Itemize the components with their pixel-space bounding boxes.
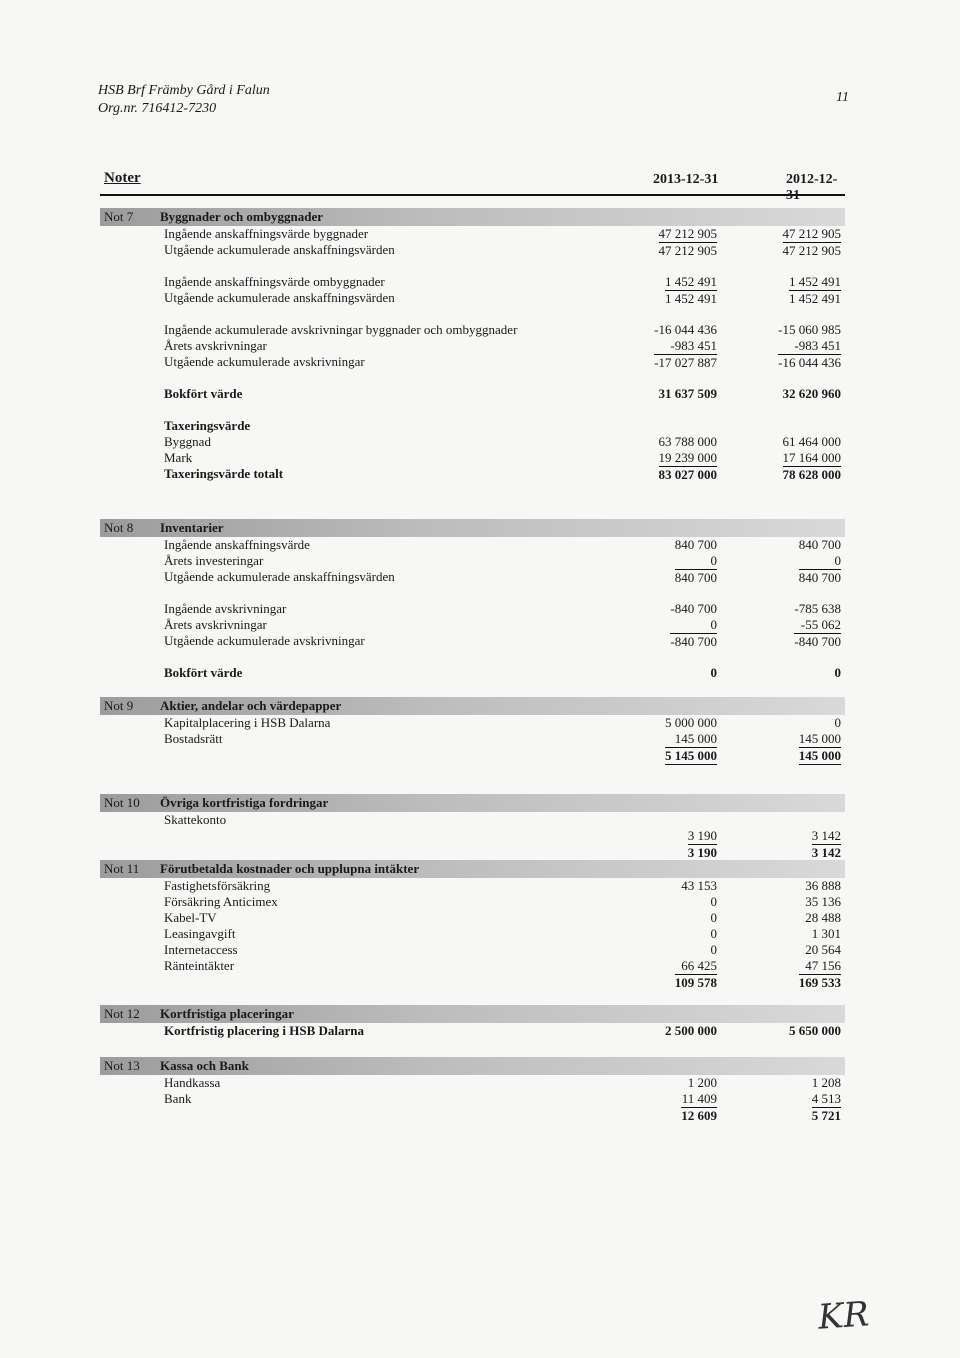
note-row bbox=[100, 1091, 845, 1107]
note-row bbox=[100, 242, 845, 258]
row-spacer bbox=[100, 585, 845, 601]
note-section bbox=[100, 794, 845, 860]
row-label: Handkassa bbox=[164, 1075, 221, 1090]
note-title: Aktier, andelar och värdepapper bbox=[160, 698, 342, 713]
note-header bbox=[100, 697, 845, 715]
value-2012: -983 451 bbox=[794, 338, 841, 353]
note-number: Not 10 bbox=[104, 795, 140, 810]
value-2013: -983 451 bbox=[670, 338, 717, 353]
note-row bbox=[100, 747, 845, 763]
note-row bbox=[100, 1075, 845, 1091]
note-row bbox=[100, 466, 845, 482]
value-2012: 47 212 905 bbox=[782, 243, 841, 258]
note-row bbox=[100, 828, 845, 844]
value-2012: 47 212 905 bbox=[782, 226, 841, 241]
row-spacer bbox=[100, 402, 845, 418]
note-section bbox=[100, 860, 845, 990]
value-2013: 31 637 509 bbox=[658, 386, 717, 401]
notes-header-bar bbox=[100, 170, 845, 203]
value-2013: 1 452 491 bbox=[665, 291, 717, 306]
note-row bbox=[100, 910, 845, 926]
note-section bbox=[100, 1005, 845, 1039]
value-2012: -16 044 436 bbox=[778, 355, 841, 370]
value-2012: 1 452 491 bbox=[789, 274, 841, 289]
note-row bbox=[100, 354, 845, 370]
value-2013: -16 044 436 bbox=[654, 322, 717, 337]
row-label: Årets avskrivningar bbox=[164, 617, 267, 632]
value-2013: 0 bbox=[710, 910, 717, 925]
note-number: Not 8 bbox=[104, 520, 134, 535]
value-2012: 5 721 bbox=[811, 1108, 841, 1123]
organization-number: Org.nr. 716412-7230 bbox=[98, 101, 217, 116]
value-2012: 0 bbox=[834, 665, 841, 680]
note-number: Not 12 bbox=[104, 1006, 140, 1021]
value-2013: 47 212 905 bbox=[658, 243, 717, 258]
row-label: Ingående ackumulerade avskrivningar byggnader och ombyggnader bbox=[164, 322, 518, 337]
value-2012: 32 620 960 bbox=[782, 386, 841, 401]
note-row bbox=[100, 878, 845, 894]
value-2012: 61 464 000 bbox=[782, 434, 841, 449]
note-number: Not 11 bbox=[104, 861, 140, 876]
note-row bbox=[100, 322, 845, 338]
note-section bbox=[100, 697, 845, 763]
page-number: 11 bbox=[836, 90, 849, 105]
note-title: Byggnader och ombyggnader bbox=[160, 209, 323, 224]
row-label: Ingående anskaffningsvärde ombyggnader bbox=[164, 274, 385, 289]
row-label: Leasingavgift bbox=[164, 926, 236, 941]
value-2012: 145 000 bbox=[798, 748, 841, 763]
note-title: Övriga kortfristiga fordringar bbox=[160, 795, 329, 810]
column-header-2012: 2012-12-31 bbox=[786, 172, 838, 203]
value-2012: 3 142 bbox=[811, 845, 841, 860]
value-2013: 1 200 bbox=[687, 1075, 717, 1090]
value-2012: 36 888 bbox=[805, 878, 841, 893]
row-label: Utgående ackumulerade avskrivningar bbox=[164, 354, 365, 369]
note-row bbox=[100, 633, 845, 649]
row-label: Byggnad bbox=[164, 434, 211, 449]
note-row bbox=[100, 894, 845, 910]
row-label: Årets investeringar bbox=[164, 553, 264, 568]
value-2012: 17 164 000 bbox=[782, 450, 841, 465]
value-2012: 145 000 bbox=[798, 731, 841, 746]
note-row bbox=[100, 974, 845, 990]
note-row bbox=[100, 569, 845, 585]
row-label: Kabel-TV bbox=[164, 910, 217, 925]
note-row bbox=[100, 537, 845, 553]
value-2013: 840 700 bbox=[674, 570, 717, 585]
value-2012: 169 533 bbox=[798, 975, 841, 990]
note-row bbox=[100, 715, 845, 731]
value-2012: 840 700 bbox=[798, 537, 841, 552]
row-label: Mark bbox=[164, 450, 193, 465]
note-row bbox=[100, 386, 845, 402]
row-label: Bokfört värde bbox=[164, 665, 243, 680]
column-header-2013: 2013-12-31 bbox=[653, 172, 719, 187]
value-2012: 5 650 000 bbox=[789, 1023, 841, 1038]
note-row bbox=[100, 274, 845, 290]
note-number: Not 13 bbox=[104, 1058, 140, 1073]
note-row bbox=[100, 450, 845, 466]
row-label: Ingående avskrivningar bbox=[164, 601, 287, 616]
note-number: Not 9 bbox=[104, 698, 134, 713]
note-row bbox=[100, 958, 845, 974]
value-2013: 66 425 bbox=[681, 958, 717, 973]
value-2012: 78 628 000 bbox=[782, 467, 841, 482]
note-row bbox=[100, 434, 845, 450]
row-label: Bank bbox=[164, 1091, 192, 1106]
row-label: Bostadsrätt bbox=[164, 731, 223, 746]
note-row bbox=[100, 1107, 845, 1123]
row-label: Försäkring Anticimex bbox=[164, 894, 278, 909]
value-2013: 5 145 000 bbox=[665, 748, 717, 763]
note-header bbox=[100, 860, 845, 878]
note-row bbox=[100, 812, 845, 828]
note-row bbox=[100, 338, 845, 354]
note-row bbox=[100, 731, 845, 747]
row-label: Internetaccess bbox=[164, 942, 238, 957]
value-2012: -55 062 bbox=[800, 617, 841, 632]
value-2013: 2 500 000 bbox=[665, 1023, 717, 1038]
signature-initials: KR bbox=[816, 1294, 871, 1338]
value-2013: 0 bbox=[710, 894, 717, 909]
value-2013: -840 700 bbox=[670, 634, 717, 649]
value-2013: 5 000 000 bbox=[665, 715, 717, 730]
value-2013: 1 452 491 bbox=[665, 274, 717, 289]
value-2012: 20 564 bbox=[805, 942, 841, 957]
row-label: Utgående ackumulerade anskaffningsvärden bbox=[164, 242, 395, 257]
row-label: Kortfristig placering i HSB Dalarna bbox=[164, 1023, 365, 1038]
row-label: Taxeringsvärde totalt bbox=[164, 466, 284, 481]
value-2013: 840 700 bbox=[674, 537, 717, 552]
organization-header bbox=[98, 82, 270, 118]
notes-heading: Noter bbox=[104, 170, 141, 186]
note-row bbox=[100, 665, 845, 681]
value-2012: -15 060 985 bbox=[778, 322, 841, 337]
value-2012: 1 452 491 bbox=[789, 291, 841, 306]
note-row bbox=[100, 290, 845, 306]
note-row bbox=[100, 926, 845, 942]
note-section bbox=[100, 208, 845, 482]
value-2012: 47 156 bbox=[805, 958, 841, 973]
note-header bbox=[100, 1057, 845, 1075]
row-label: Ränteintäkter bbox=[164, 958, 235, 973]
row-spacer bbox=[100, 306, 845, 322]
organization-name: HSB Brf Främby Gård i Falun bbox=[98, 83, 270, 98]
value-2013: 83 027 000 bbox=[658, 467, 717, 482]
value-2013: 12 609 bbox=[681, 1108, 717, 1123]
row-spacer bbox=[100, 370, 845, 386]
row-spacer bbox=[100, 258, 845, 274]
note-title: Förutbetalda kostnader och upplupna intäkter bbox=[160, 861, 420, 876]
note-title: Inventarier bbox=[160, 520, 224, 535]
value-2013: 47 212 905 bbox=[658, 226, 717, 241]
note-row bbox=[100, 942, 845, 958]
note-section bbox=[100, 519, 845, 681]
note-header bbox=[100, 1005, 845, 1023]
value-2012: 0 bbox=[834, 553, 841, 568]
note-row bbox=[100, 418, 845, 434]
value-2013: 0 bbox=[710, 553, 717, 568]
value-2013: 0 bbox=[710, 942, 717, 957]
row-spacer bbox=[100, 649, 845, 665]
note-title: Kassa och Bank bbox=[160, 1058, 249, 1073]
note-row bbox=[100, 226, 845, 242]
note-number: Not 7 bbox=[104, 209, 134, 224]
note-row bbox=[100, 844, 845, 860]
value-2013: 0 bbox=[710, 665, 717, 680]
value-2013: -17 027 887 bbox=[654, 355, 717, 370]
row-label: Taxeringsvärde bbox=[164, 418, 251, 433]
row-label: Utgående ackumulerade anskaffningsvärden bbox=[164, 290, 395, 305]
note-header bbox=[100, 208, 845, 226]
row-label: Årets avskrivningar bbox=[164, 338, 267, 353]
value-2012: 3 142 bbox=[811, 828, 841, 843]
value-2013: 109 578 bbox=[674, 975, 717, 990]
value-2013: 11 409 bbox=[681, 1091, 717, 1106]
value-2013: 43 153 bbox=[681, 878, 717, 893]
row-label: Fastighetsförsäkring bbox=[164, 878, 271, 893]
value-2013: 0 bbox=[710, 926, 717, 941]
value-2012: -785 638 bbox=[794, 601, 841, 616]
value-2012: 28 488 bbox=[805, 910, 841, 925]
value-2012: 1 301 bbox=[811, 926, 841, 941]
row-label: Utgående ackumulerade avskrivningar bbox=[164, 633, 365, 648]
value-2012: -840 700 bbox=[794, 634, 841, 649]
value-2013: 3 190 bbox=[687, 828, 717, 843]
note-header bbox=[100, 519, 845, 537]
row-label: Kapitalplacering i HSB Dalarna bbox=[164, 715, 331, 730]
note-header bbox=[100, 794, 845, 812]
value-2012: 35 136 bbox=[805, 894, 841, 909]
row-label: Ingående anskaffningsvärde byggnader bbox=[164, 226, 369, 241]
value-2013: 19 239 000 bbox=[658, 450, 717, 465]
note-section bbox=[100, 1057, 845, 1123]
row-label: Bokfört värde bbox=[164, 386, 243, 401]
value-2013: 145 000 bbox=[674, 731, 717, 746]
value-2012: 4 513 bbox=[811, 1091, 841, 1106]
value-2012: 1 208 bbox=[811, 1075, 841, 1090]
row-label: Utgående ackumulerade anskaffningsvärden bbox=[164, 569, 395, 584]
value-2013: 0 bbox=[710, 617, 717, 632]
note-title: Kortfristiga placeringar bbox=[160, 1006, 294, 1021]
note-row bbox=[100, 601, 845, 617]
note-row bbox=[100, 1023, 845, 1039]
value-2013: 63 788 000 bbox=[658, 434, 717, 449]
value-2012: 840 700 bbox=[798, 570, 841, 585]
row-label: Skattekonto bbox=[164, 812, 227, 827]
note-row bbox=[100, 553, 845, 569]
row-label: Ingående anskaffningsvärde bbox=[164, 537, 310, 552]
value-2013: -840 700 bbox=[670, 601, 717, 616]
value-2013: 3 190 bbox=[687, 845, 717, 860]
value-2012: 0 bbox=[834, 715, 841, 730]
note-row bbox=[100, 617, 845, 633]
